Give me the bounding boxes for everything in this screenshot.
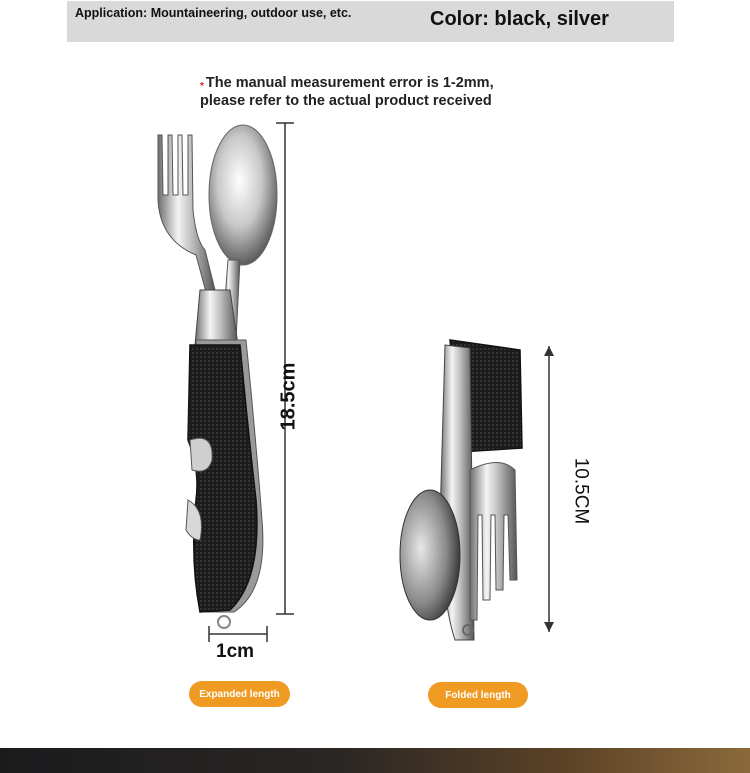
folded-dimension-line [544,346,554,632]
expanded-length-badge: Expanded length [189,681,290,707]
expanded-length-value: 18.5cm [277,362,300,431]
expanded-tool [158,125,277,628]
application-text: Application: Mountaineering, outdoor use, etc. [75,6,352,20]
folded-length-badge: Folded length [428,682,528,708]
bottom-banner [0,748,750,773]
folded-length-value: 10.5CM [570,457,592,525]
note-line-1: The manual measurement error is 1-2mm, [205,75,494,91]
color-text: Color: black, silver [430,8,609,30]
note-line-2: please refer to the actual product received [200,93,492,109]
width-dimension-line [209,626,267,642]
folded-tool [400,340,522,640]
width-value: 1cm [216,641,255,662]
note-star: * [200,81,204,92]
